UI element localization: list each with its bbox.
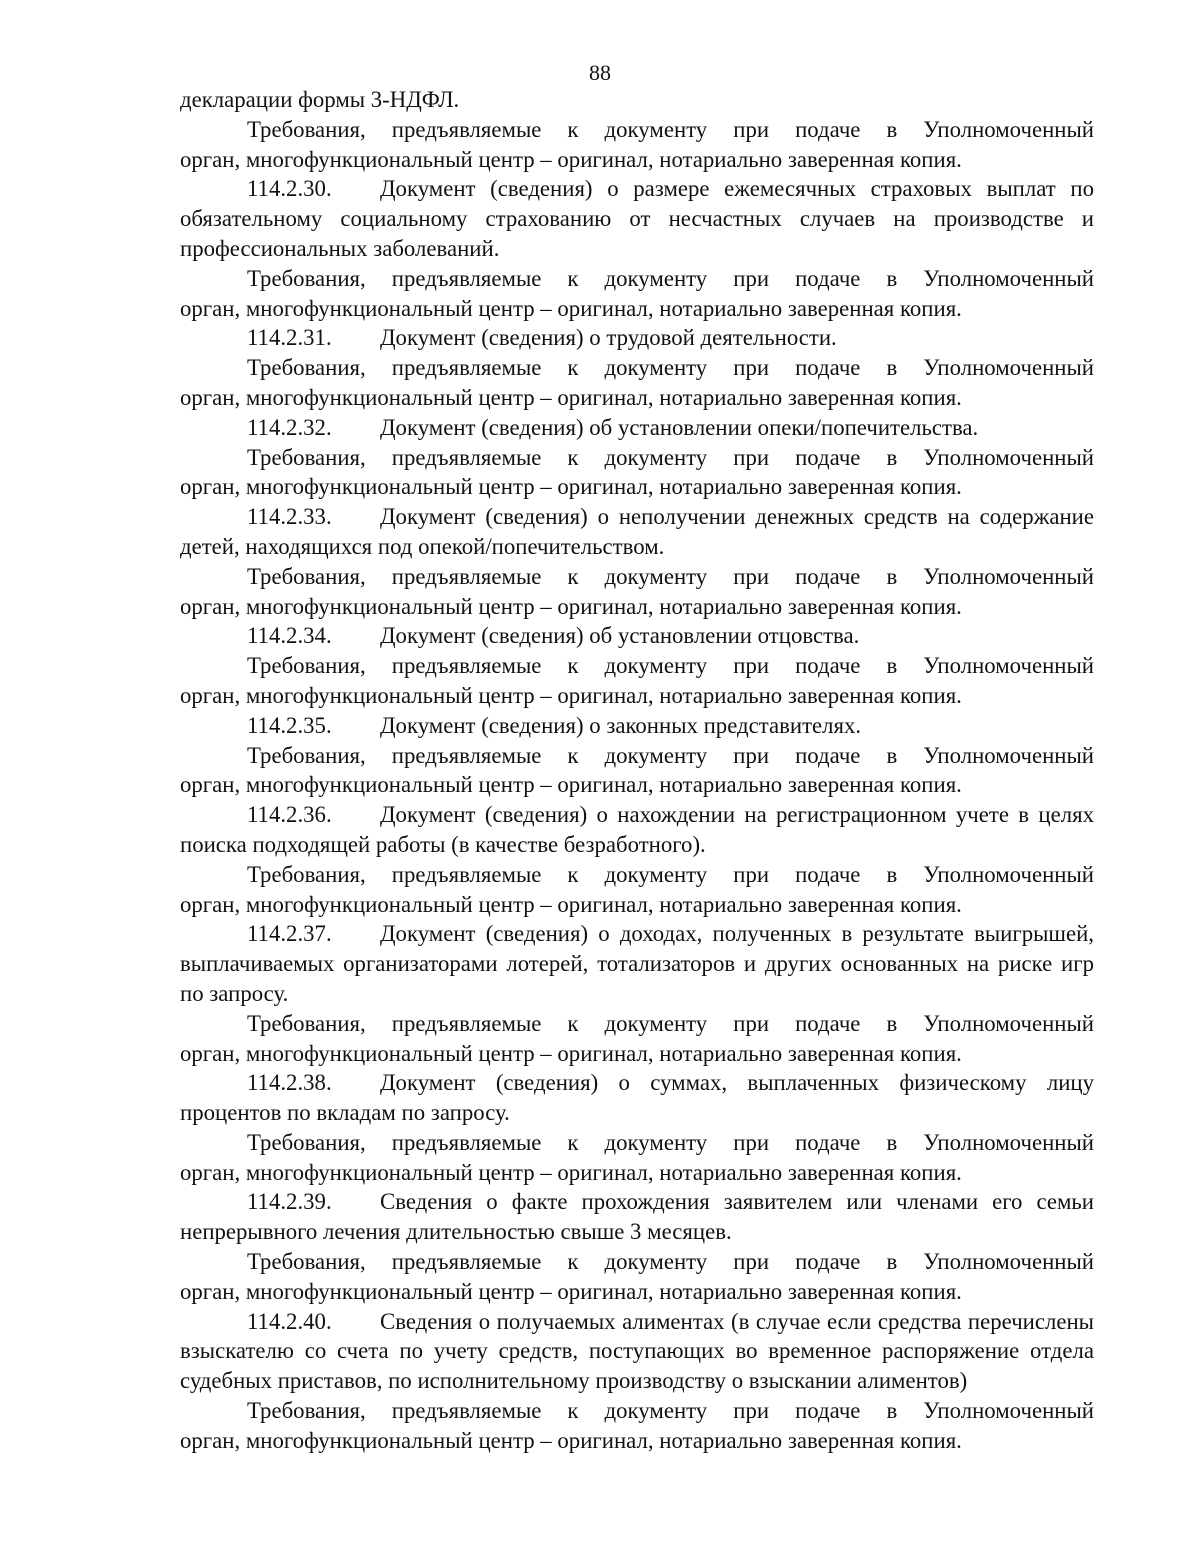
requirement-line-1: Требования, предъявляемые к документу при подаче в Уполномоченный (247, 444, 1094, 470)
item-paragraph (180, 800, 1094, 860)
item-paragraph (180, 502, 1094, 562)
item-number: 114.2.37. (247, 921, 332, 947)
item-text: Документ (сведения) о суммах, выплаченных физическому лицу процентов по вкладам по запросу. (180, 1070, 1094, 1126)
item-number: 114.2.36. (247, 802, 332, 828)
item-text: Сведения о факте прохождения заявителем или членами его семьи непрерывного лечения длительностью свыше 3 месяцев. (180, 1189, 1094, 1245)
item-paragraph (180, 1187, 1094, 1247)
requirement-paragraph (180, 741, 1094, 801)
requirement-paragraph (180, 860, 1094, 920)
requirement-line-1: Требования, предъявляемые к документу при подаче в Уполномоченный (247, 1010, 1094, 1036)
requirement-line-1: Требования, предъявляемые к документу при подаче в Уполномоченный (247, 1129, 1094, 1155)
item-paragraph (180, 919, 1094, 1008)
item-paragraph (180, 1307, 1094, 1396)
requirement-line-2: орган, многофункциональный центр – оригинал, нотариально заверенная копия. (180, 1159, 962, 1185)
item-number: 114.2.34. (247, 623, 332, 649)
requirement-paragraph (180, 1247, 1094, 1307)
requirement-line-2: орган, многофункциональный центр – оригинал, нотариально заверенная копия. (180, 384, 962, 410)
item-number: 114.2.30. (247, 176, 332, 202)
item-number: 114.2.31. (247, 325, 332, 351)
item-number: 114.2.38. (247, 1070, 332, 1096)
requirement-paragraph (180, 1128, 1094, 1188)
requirement-paragraph (180, 562, 1094, 622)
item-text: Сведения о получаемых алиментах (в случае если средства перечислены взыскателю со счета по учету средств, поступающих во временное распоряжение отдела судебных приставов, по исполнительному производству о взыскании алиментов) (180, 1308, 1094, 1394)
item-text: Документ (сведения) о трудовой деятельности. (380, 325, 837, 351)
requirement-line-2: орган, многофункциональный центр – оригинал, нотариально заверенная копия. (180, 295, 962, 321)
item-text: Документ (сведения) о размере ежемесячных страховых выплат по обязательному социальному страхованию от несчастных случаев на производстве и профессиональных заболеваний. (180, 176, 1094, 261)
requirement-line-1: Требования, предъявляемые к документу при подаче в Уполномоченный (247, 1249, 1094, 1275)
item-text: Документ (сведения) о доходах, полученных в результате выигрышей, выплачиваемых организаторами лотерей, тотализаторов и других основанных на риске игр по запросу. (180, 921, 1094, 1006)
requirement-line-2: орган, многофункциональный центр – оригинал, нотариально заверенная копия. (180, 474, 962, 500)
item-paragraph (180, 174, 1094, 263)
requirement-line-2: орган, многофункциональный центр – оригинал, нотариально заверенная копия. (180, 682, 962, 708)
requirement-paragraph (180, 264, 1094, 324)
item-number: 114.2.35. (247, 712, 332, 738)
item-number: 114.2.33. (247, 504, 332, 530)
item-text: Документ (сведения) о нахождении на регистрационном учете в целях поиска подходящей работы (в качестве безработного). (180, 802, 1094, 857)
requirement-line-2: орган, многофункциональный центр – оригинал, нотариально заверенная копия. (180, 1278, 962, 1304)
requirement-line-1: Требования, предъявляемые к документу при подаче в Уполномоченный (247, 563, 1094, 589)
item-paragraph (180, 711, 1094, 741)
item-text: Документ (сведения) об установлении отцовства. (380, 623, 860, 649)
requirement-paragraph (180, 353, 1094, 413)
requirement-line-1: Требования, предъявляемые к документу при подаче в Уполномоченный (247, 265, 1094, 291)
requirement-paragraph (180, 651, 1094, 711)
requirement-paragraph (180, 1396, 1094, 1456)
requirement-line-2: орган, многофункциональный центр – оригинал, нотариально заверенная копия. (180, 146, 962, 172)
requirement-line-1: Требования, предъявляемые к документу при подаче в Уполномоченный (247, 355, 1094, 381)
requirement-line-1: Требования, предъявляемые к документу при подаче в Уполномоченный (247, 861, 1094, 887)
requirement-paragraph (180, 115, 1094, 175)
item-paragraph (180, 621, 1094, 651)
requirement-line-2: орган, многофункциональный центр – оригинал, нотариально заверенная копия. (180, 1427, 962, 1453)
item-text: Документ (сведения) о неполучении денежных средств на содержание детей, находящихся под опекой/попечительством. (180, 504, 1094, 559)
requirement-line-1: Требования, предъявляемые к документу при подаче в Уполномоченный (247, 116, 1094, 142)
requirement-line-2: орган, многофункциональный центр – оригинал, нотариально заверенная копия. (180, 891, 962, 917)
item-text: Документ (сведения) об установлении опеки/попечительства. (380, 414, 979, 440)
item-text: Документ (сведения) о законных представителях. (380, 712, 862, 738)
requirement-paragraph (180, 1009, 1094, 1069)
requirement-line-1: Требования, предъявляемые к документу при подаче в Уполномоченный (247, 742, 1094, 768)
requirement-line-2: орган, многофункциональный центр – оригинал, нотариально заверенная копия. (180, 1040, 962, 1066)
item-paragraph (180, 323, 1094, 353)
item-paragraph (180, 1068, 1094, 1128)
item-number: 114.2.32. (247, 414, 332, 440)
document-body (180, 85, 1094, 1456)
requirement-paragraph (180, 443, 1094, 503)
requirement-line-2: орган, многофункциональный центр – оригинал, нотариально заверенная копия. (180, 593, 962, 619)
item-number: 114.2.40. (247, 1308, 332, 1334)
requirement-line-1: Требования, предъявляемые к документу при подаче в Уполномоченный (247, 1398, 1094, 1424)
continuation-text: декларации формы 3-НДФЛ. (180, 87, 460, 112)
item-paragraph (180, 413, 1094, 443)
requirement-line-1: Требования, предъявляемые к документу при подаче в Уполномоченный (247, 653, 1094, 679)
requirement-line-2: орган, многофункциональный центр – оригинал, нотариально заверенная копия. (180, 772, 962, 798)
page-number: 88 (589, 60, 611, 85)
item-number: 114.2.39. (247, 1189, 332, 1215)
